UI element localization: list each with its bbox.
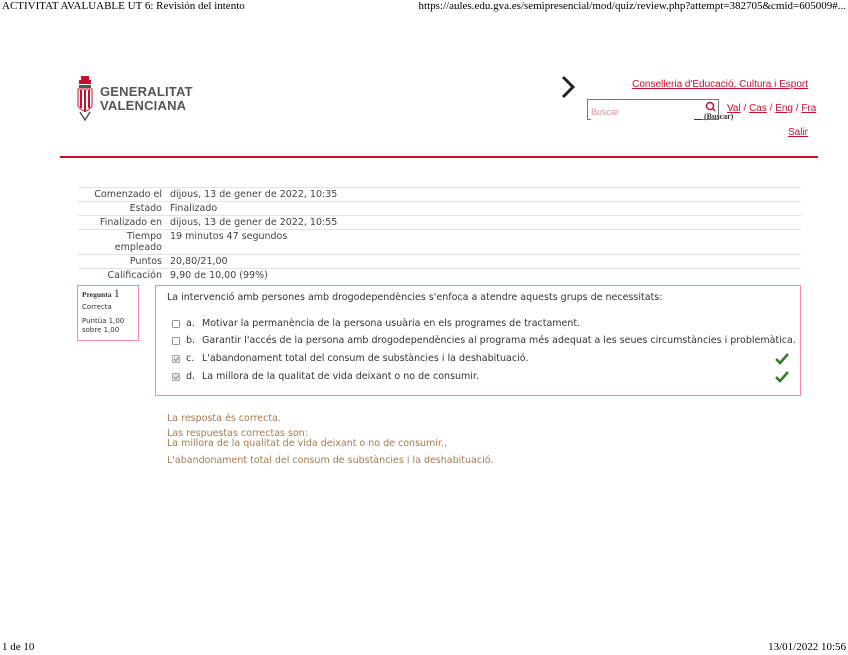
summary-value: 20,80/21,00	[166, 255, 801, 269]
answer-checkbox-checked[interactable]	[172, 355, 180, 363]
answer-option-b[interactable]	[172, 335, 796, 346]
summary-value: dijous, 13 de gener de 2022, 10:55	[166, 216, 801, 230]
answer-text: Garantir l'accés de la persona amb drogodependències al programa més adequat a les seues circumstàncies i problemàtica.	[202, 335, 796, 346]
question-score: Puntúa 1,00 sobre 1,00	[82, 317, 125, 334]
summary-row	[78, 230, 801, 255]
lang-fra-link[interactable]: Fra	[801, 103, 817, 114]
summary-label: Comenzado el	[78, 188, 166, 202]
summary-label: Tiempo empleado	[78, 230, 166, 255]
logo-line-1: GENERALITAT	[100, 84, 193, 99]
correct-answer-2: L'abandonament total del consum de substàncies i la deshabituació.	[167, 455, 494, 466]
answer-letter: a.	[186, 318, 195, 329]
answer-checkbox[interactable]	[172, 337, 180, 345]
correct-answers-header: Las respuestas correctas son:	[167, 428, 308, 439]
feedback-result: La resposta és correcta.	[167, 413, 281, 424]
print-page-number: 1 de 10	[2, 641, 35, 653]
conselleria-link[interactable]: Conselleria d'Educació, Cultura i Esport	[632, 79, 808, 90]
generalitat-logo[interactable]	[76, 76, 193, 122]
question-number: 1	[113, 286, 120, 300]
answer-checkbox[interactable]	[172, 320, 180, 328]
question-info	[77, 285, 139, 341]
print-page-title: ACTIVITAT AVALUABLE UT 6: Revisión del intento	[2, 0, 245, 12]
summary-value: dijous, 13 de gener de 2022, 10:35	[166, 188, 801, 202]
question-content	[155, 285, 801, 396]
lang-eng-link[interactable]: Eng	[775, 103, 793, 114]
print-url: https://aules.edu.gva.es/semipresencial/mod/quiz/review.php?attempt=382705&cmid=605009#...	[418, 0, 846, 12]
correct-check-icon	[775, 353, 789, 365]
answer-option-d[interactable]	[172, 371, 479, 382]
answer-option-a[interactable]	[172, 318, 580, 329]
answer-checkbox-checked[interactable]	[172, 373, 180, 381]
summary-label: Calificación	[78, 269, 166, 283]
summary-row	[78, 255, 801, 269]
summary-value: 19 minutos 47 segundos	[166, 230, 801, 255]
question-label: Pregunta	[82, 290, 112, 299]
summary-value: 9,90 de 10,00 (99%)	[166, 269, 801, 283]
summary-row	[78, 188, 801, 202]
lang-cas-link[interactable]: Cas	[749, 103, 767, 114]
generalitat-crest-icon	[76, 76, 94, 122]
summary-row	[78, 202, 801, 216]
logout-link[interactable]: Salir	[787, 127, 808, 138]
answer-text: L'abandonament total del consum de substàncies i la deshabituació.	[202, 353, 529, 364]
correct-check-icon	[775, 371, 789, 383]
language-selector: Val / Cas / Eng / Fra	[727, 103, 817, 114]
search-button-label[interactable]: (Buscar)	[704, 112, 734, 121]
summary-label: Finalizado en	[78, 216, 166, 230]
search-underline	[694, 119, 702, 120]
summary-row	[78, 269, 801, 283]
summary-value: Finalizado	[166, 202, 801, 216]
search-input[interactable]	[591, 104, 699, 121]
question-state: Correcta	[82, 303, 112, 311]
header-divider	[60, 156, 818, 158]
print-datetime: 13/01/2022 10:56	[768, 641, 846, 653]
answer-letter: d.	[186, 371, 196, 382]
answer-letter: b.	[186, 335, 196, 346]
lang-val-link[interactable]: Val	[727, 103, 741, 114]
answer-letter: c.	[186, 353, 195, 364]
answer-text: Motivar la permanència de la persona usuària en els programes de tractament.	[202, 318, 581, 329]
chevron-right-icon[interactable]	[558, 74, 578, 100]
answer-text: La millora de la qualitat de vida deixant o no de consumir.	[202, 371, 479, 382]
correct-answer-1: La millora de la qualitat de vida deixant o no de consumir.,	[167, 438, 448, 449]
search-box	[587, 99, 719, 120]
answer-option-c[interactable]	[172, 353, 528, 364]
summary-row	[78, 216, 801, 230]
summary-label: Estado	[78, 202, 166, 216]
summary-label: Puntos	[78, 255, 166, 269]
logo-line-2: VALENCIANA	[100, 98, 187, 113]
attempt-summary-table	[78, 187, 801, 282]
question-text: La intervenció amb persones amb drogodependències s'enfoca a atendre aquests grups de necessitats:	[167, 292, 663, 303]
